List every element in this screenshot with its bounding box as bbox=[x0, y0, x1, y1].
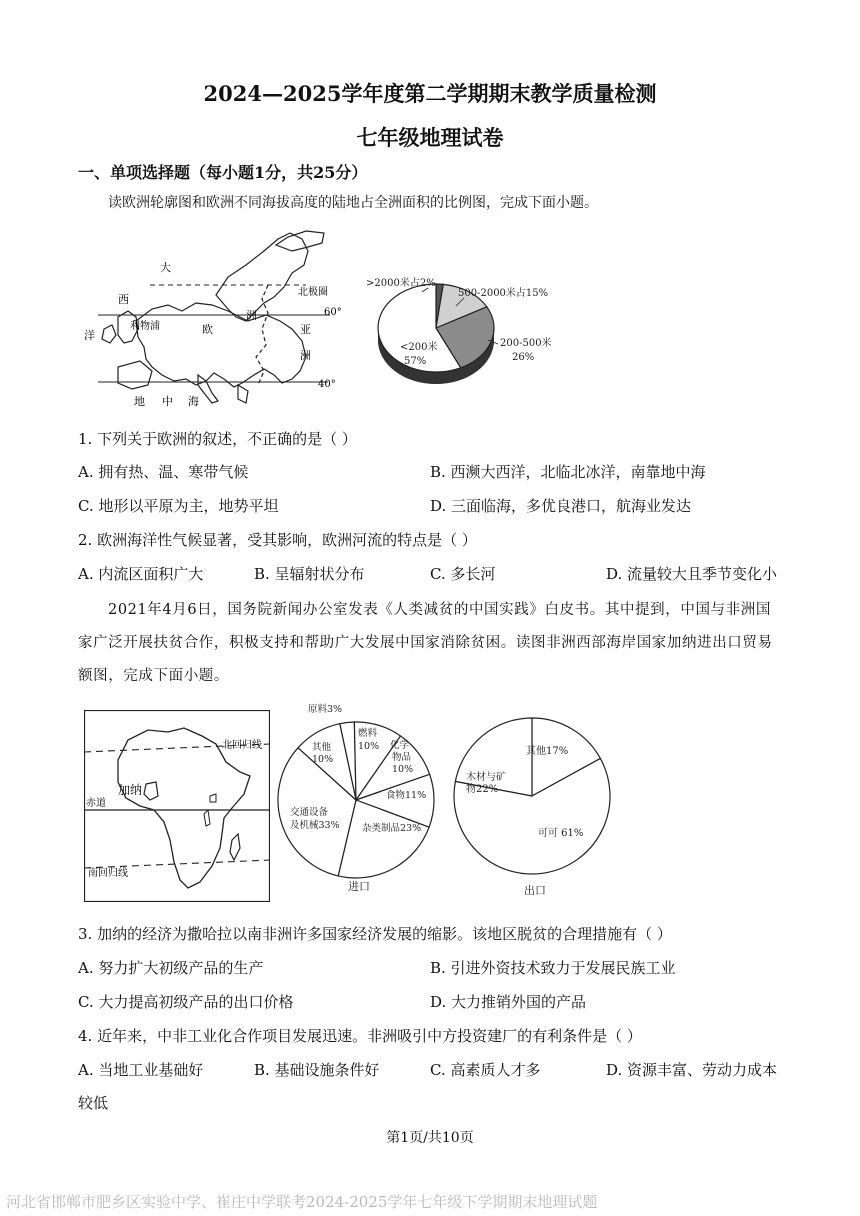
export-slices bbox=[454, 718, 610, 874]
passage-line-2: 家广泛开展扶贫合作，积极支持和帮助广大发展中国家消除贫困。读图非洲西部海岸国家加纳进出口贸易 bbox=[78, 635, 773, 651]
altitude-pie-chart bbox=[360, 268, 570, 398]
slice-label: 物品 bbox=[392, 752, 412, 763]
iberia-outline bbox=[118, 361, 152, 389]
slice-label: 木材与矿 bbox=[466, 772, 506, 783]
map-label: 40° bbox=[318, 379, 336, 390]
ireland-outline bbox=[102, 325, 116, 343]
map-label: 利物浦 bbox=[130, 321, 160, 332]
slice-label: 其他17% bbox=[526, 746, 569, 757]
q4-option-c: C. 高素质人才多 bbox=[430, 1061, 541, 1079]
chart-caption: 出口 bbox=[524, 884, 546, 896]
passage-line-1: 2021年4月6日，国务院新闻办公室发表《人类减贫的中国实践》白皮书。其中提到，中国与非洲国 bbox=[108, 602, 771, 618]
q3-option-c: C. 大力提高初级产品的出口价格 bbox=[78, 993, 294, 1011]
greece-outline bbox=[238, 385, 248, 403]
map-label: 洋 bbox=[84, 329, 95, 342]
question-1-stem: 1. 下列关于欧洲的叙述，不正确的是（ ） bbox=[78, 430, 357, 448]
q1-option-b: B. 西濒大西洋，北临北冰洋，南靠地中海 bbox=[430, 463, 706, 481]
europe-outline-map bbox=[78, 225, 358, 413]
q1-option-c: C. 地形以平原为主，地势平坦 bbox=[78, 497, 279, 515]
q2-option-d: D. 流量较大且季节变化小 bbox=[606, 565, 778, 583]
section-intro: 读欧洲轮廓图和欧洲不同海拔高度的陆地占全洲面积的比例图，完成下面小题。 bbox=[108, 195, 598, 211]
slice-label: 10% bbox=[358, 741, 380, 752]
slice-label: <200米 bbox=[400, 342, 438, 353]
map-label: 西 bbox=[118, 293, 129, 306]
q3-option-b: B. 引进外资技术致力于发展民族工业 bbox=[430, 959, 676, 977]
question-4-stem: 4. 近年来，中非工业化合作项目发展迅速。非洲吸引中方投资建厂的有利条件是（ ） bbox=[78, 1027, 642, 1045]
slice-label: 57% bbox=[404, 356, 427, 367]
q1-option-d: D. 三面临海，多优良港口，航海业发达 bbox=[430, 497, 692, 515]
slice-label: >2000米占2% bbox=[366, 278, 436, 289]
slice-label: 及机械33% bbox=[290, 820, 340, 831]
slice-label: 10% bbox=[392, 764, 414, 775]
watermark: 河北省邯郸市肥乡区实验中学、崔庄中学联考2024-2025学年七年级下学期期末地理试题 bbox=[6, 1193, 598, 1211]
q1-option-a: A. 拥有热、温、寒带气候 bbox=[78, 463, 249, 481]
map-label: 南回归线 bbox=[88, 868, 128, 879]
q4-option-b: B. 基础设施条件好 bbox=[254, 1061, 380, 1079]
map-label: 加纳 bbox=[118, 783, 143, 797]
map-label: 大 bbox=[160, 261, 171, 274]
map-label: 中 bbox=[162, 395, 173, 408]
slice-label: 500-2000米占15% bbox=[458, 288, 549, 299]
map-label: 60° bbox=[324, 307, 342, 318]
map-label: 赤道 bbox=[86, 798, 106, 809]
map-label: 洲 bbox=[246, 309, 257, 322]
mainland-outline bbox=[136, 303, 306, 387]
slice-label: 原料3% bbox=[308, 704, 343, 715]
exam-subtitle: 七年级地理试卷 bbox=[356, 125, 504, 150]
map-label: 北极圈 bbox=[298, 287, 328, 298]
map-label: 洲 bbox=[300, 349, 311, 362]
slice-label: 杂类制品23% bbox=[362, 823, 422, 834]
section-heading: 一、单项选择题（每小题1分，共25分） bbox=[78, 163, 368, 182]
slice-label: 燃料 bbox=[358, 728, 378, 739]
map-label: 欧 bbox=[202, 323, 213, 336]
question-3-stem: 3. 加纳的经济为撒哈拉以南非洲许多国家经济发展的缩影。该地区脱贫的合理措施有（ ） bbox=[78, 925, 672, 943]
page-number: 第1页/共10页 bbox=[386, 1130, 474, 1146]
map-label: 北回归线 bbox=[222, 740, 262, 751]
q3-option-d: D. 大力推销外国的产品 bbox=[430, 993, 587, 1011]
slice-label: 10% bbox=[312, 754, 334, 765]
q3-option-a: A. 努力扩大初级产品的生产 bbox=[78, 959, 264, 977]
slice-label: 化学 bbox=[390, 740, 410, 751]
import-pie-chart bbox=[272, 700, 444, 896]
slice-label: 26% bbox=[512, 352, 535, 363]
slice-label: 可可 61% bbox=[538, 828, 584, 839]
passage-line-3: 额图，完成下面小题。 bbox=[78, 668, 229, 684]
map-label: 地 bbox=[134, 395, 145, 408]
q4-option-d: D. 资源丰富、劳动力成本 bbox=[606, 1061, 778, 1079]
scandinavia-outline bbox=[216, 233, 308, 321]
slice-label: 物22% bbox=[466, 784, 499, 795]
export-pie-chart bbox=[448, 712, 618, 896]
chart-caption: 进口 bbox=[348, 880, 370, 893]
exam-title: 2024—2025学年度第二学期期末教学质量检测 bbox=[203, 81, 657, 106]
q2-option-c: C. 多长河 bbox=[430, 565, 496, 583]
novaya-zemlya-outline bbox=[276, 231, 324, 251]
q4-option-a: A. 当地工业基础好 bbox=[78, 1061, 204, 1079]
slice-label: 交通设备 bbox=[290, 807, 329, 818]
slice-label: 食物11% bbox=[386, 790, 427, 801]
q2-option-a: A. 内流区面积广大 bbox=[78, 565, 204, 583]
q2-option-b: B. 呈辐射状分布 bbox=[254, 565, 365, 583]
question-2-stem: 2. 欧洲海洋性气候显著，受其影响，欧洲河流的特点是（ ） bbox=[78, 531, 477, 549]
map-label: 海 bbox=[188, 395, 199, 408]
map-label: 亚 bbox=[300, 323, 311, 336]
q4-option-d-wrap: 较低 bbox=[78, 1094, 109, 1112]
slice-label: 200-500米 bbox=[500, 338, 552, 349]
slice-label: 其他 bbox=[312, 742, 332, 753]
africa-map bbox=[84, 710, 270, 902]
